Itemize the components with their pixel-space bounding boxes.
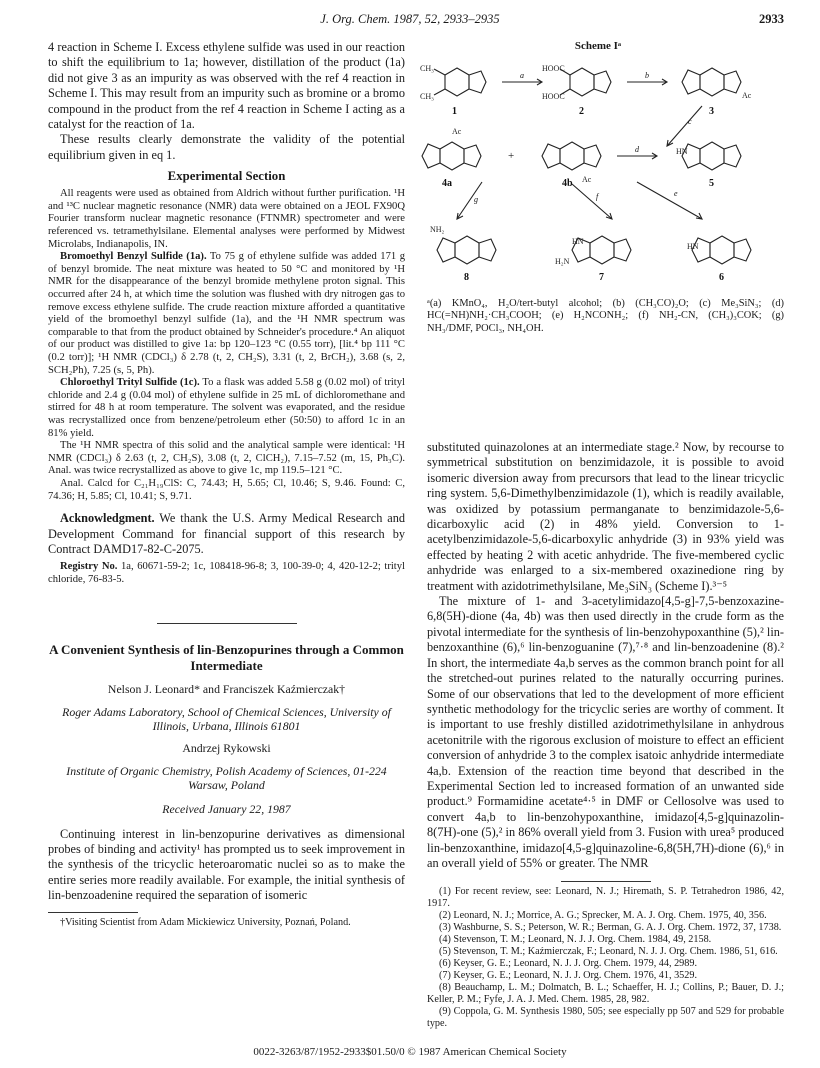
- article-title: A Convenient Synthesis of lin-Benzopurines through a Common Intermediate: [49, 641, 404, 673]
- paragraph: The mixture of 1- and 3-acetylimidazo[4,5-g]-7,5-benzoxazine-6,8(5H)-dione (4a, 4b) was then used directly in the crude form as the pivotal intermediate for the synthesis of lin-benzohypoxanthine (5),² lin-benzoxanthine (6),⁶ lin-benzoguanine (7),⁷·⁸ and lin-benzoadenine (8).² In short, the intermediate 4a,b serves as the common branch point for all the stretched-out purines related to the naturally occurring purines. Some of our observations that led to the development of more efficient synthetic methodology for the tricyclic series are worthy of comment. It is important to use freshly distilled azidotrimethylsilane in anhydrous acetonitrile with the rigorous exclusion of moisture to effect an efficient conversion of anhydride 3 to the complex isatoic anhydride intermediate 4a,b. Extension of the reaction time beyond that described in the Experimental Section led to increased formation of an unwanted side product.⁹ Formamidine acetate⁴·⁵ in DMF or Cellosolve was used to convert 4a,b to lin-benzohypoxanthine, imidazo[4,5-g]quinazolin-8(7H)-one (5),² in 86% overall yield from 3. Fusion with urea⁵ produced lin-benzoxanthine, imidazo[4,5-g]quinazoline-6,8(5H,7H)-dione (6),⁶ in an overall yield of 55% or greater. The NMR: [427, 594, 784, 870]
- reference: (6) Keyser, G. E.; Leonard, N. J. J. Org. Chem. 1979, 44, 2989.: [439, 958, 698, 970]
- compound-label: 4a: [442, 178, 452, 189]
- page-number: 2933: [759, 12, 784, 26]
- affiliation: Roger Adams Laboratory, School of Chemical Sciences, University of Illinois, Urbana, Illinois 61801: [62, 704, 391, 733]
- reference: (9) Coppola, G. M. Synthesis 1980, 505; see especially pp 507 and 529 for probable type.: [427, 1006, 784, 1030]
- substituent-label: CH₃: [420, 64, 434, 73]
- acknowledgment-text: We thank the U.S. Army Medical Research and Development Command for financial support of this research by Contract DAMD17-82-C-2075.: [48, 511, 405, 556]
- reaction-arrow-label: e: [674, 189, 678, 198]
- compound-label: 4b: [562, 178, 573, 189]
- substituent-label: Ac: [452, 127, 462, 136]
- paragraph-text: To a flask was added 5.58 g (0.02 mol) of trityl chloride and 2.4 g (0.04 mol) of ethylene sulfide in 25 mL of dichloromethane and stirred for 48 h at room temperature. The solvent was evaporated, and the residue was recrystallized once from benzene/petroleum ether (50:50) to afford 1c in an 81% yield.: [48, 377, 405, 439]
- paragraph: Continuing interest in lin-benzopurine derivatives as dimensional probes of binding and activity¹ has prompted us to seek improvement in the synthesis of the tricyclic heteroaromatic nuclei so as to make the entire series more readily available. For example, the initial synthesis of lin-benzoadenine required the separation of isomeric: [48, 826, 405, 903]
- acknowledgment: [48, 511, 405, 557]
- left-column: [48, 40, 405, 929]
- reference: (8) Beauchamp, L. M.; Dolmatch, B. L.; Schaeffer, H. J.; Collins, P.; Bauer, D. J.; Keller, P. M.; Fyfe, J. A. J. Med. Chem. 1985, 28, 982.: [427, 982, 784, 1006]
- substituent-label: Ac: [582, 175, 592, 184]
- compound-heading: Bromoethyl Benzyl Sulfide (1a).: [60, 251, 207, 263]
- substituent-label: HN: [572, 237, 584, 246]
- acknowledgment-heading: Acknowledgment.: [60, 511, 155, 526]
- substituent-label: H₂N: [555, 257, 570, 266]
- compound-label: 3: [709, 106, 714, 117]
- right-column: [427, 440, 784, 1030]
- compound-label: 7: [599, 272, 604, 283]
- substituent-label: HN: [687, 242, 699, 251]
- paragraph: 4 reaction in Scheme I. Excess ethylene sulfide was used in our reaction to shift the equilibrium to 1a; however, distillation of the product (1a) did not give 3 as an impurity as was observed with the ref 4 reaction in Scheme I. This may result from an impurity such as bromine or a bromo compound in the product from the ref 4 reaction in Scheme I acting as a catalyst for the reaction of 1a.: [48, 40, 405, 132]
- reaction-scheme-drawing: [412, 54, 784, 304]
- substituent-label: Ac: [742, 91, 752, 100]
- registry-text: 1a, 60671-59-2; 1c, 108418-96-8; 3, 100-39-0; 4, 420-12-2; trityl chloride, 76-83-5.: [48, 561, 405, 585]
- running-header: [0, 12, 820, 28]
- reaction-arrow-label: d: [635, 145, 639, 154]
- substituent-label: HOOC: [542, 64, 565, 73]
- reaction-arrow-label: f: [596, 192, 599, 201]
- paragraph: Anal. Calcd for C₂₁H₁₉ClS: C, 74.43; H, 5.65; Cl, 10.46; S, 9.46. Found: C, 74.36; H, 5.85; Cl, 10.41; S, 9.71.: [48, 477, 405, 502]
- journal-citation: J. Org. Chem. 1987, 52, 2933–2935: [320, 12, 500, 26]
- footnote-rule: [561, 881, 651, 882]
- compound-heading: Chloroethyl Trityl Sulfide (1c).: [60, 377, 200, 389]
- reference: (4) Stevenson, T. M.; Leonard, N. J. J. Org. Chem. 1984, 49, 2158.: [439, 934, 712, 946]
- authors: Nelson J. Leonard* and Franciszek Kaźmierczak†: [107, 681, 346, 696]
- reaction-arrow-label: c: [688, 117, 692, 126]
- author: Andrzej Rykowski: [182, 740, 271, 755]
- reference: (2) Leonard, N. J.; Morrice, A. G.; Sprecker, M. A. J. Org. Chem. 1975, 40, 356.: [439, 910, 767, 922]
- compound-label: 8: [464, 272, 469, 283]
- paragraph: [48, 377, 405, 440]
- registry-heading: Registry No.: [60, 561, 118, 573]
- compound-label: 1: [452, 106, 457, 117]
- reaction-arrow-label: b: [645, 71, 649, 80]
- benzene-ring: [445, 68, 469, 96]
- compound-label: 5: [709, 178, 714, 189]
- paragraph: All reagents were used as obtained from Aldrich without further purification. ¹H and ¹³C nuclear magnetic resonance (NMR) data were obtained on a JEOL FX90Q Fourier transform nuclear magnetic resonance (FTNMR) spectrometer and were referenced vs. tetramethylsilane. Elemental analyses were performed by Midwest Microlabs, Indianapolis, IN.: [48, 188, 405, 250]
- reference: (7) Keyser, G. E.; Leonard, N. J. J. Org. Chem. 1976, 41, 3529.: [439, 970, 698, 982]
- page-footer: 0022-3263/87/1952-2933$01.50/0 © 1987 American Chemical Society: [253, 1046, 567, 1058]
- substituent-label: HOOC: [542, 92, 565, 101]
- reaction-arrow-label: a: [520, 71, 524, 80]
- reference: (5) Stevenson, T. M.; Kaźmierczak, F.; Leonard, N. J. J. Org. Chem. 1986, 51, 616.: [439, 946, 778, 958]
- paragraph: The ¹H NMR spectra of this solid and the analytical sample were identical: ¹H NMR (CDCl₃) δ 2.63 (t, 2, CH₂S), 3.08 (t, 2, ClCH₂), 7.15–7.52 (m, 15, Ph₃C). Anal. was twice recrystallized as above to give 1c, mp 119.5–121 °C.: [48, 440, 405, 477]
- substituent-label: HN: [676, 147, 688, 156]
- footnote: †Visiting Scientist from Adam Mickiewicz University, Poznań, Poland.: [60, 916, 351, 928]
- substituent-label: NH₂: [430, 225, 445, 234]
- received-date: Received January 22, 1987: [162, 801, 291, 816]
- footnote-rule: [48, 912, 138, 913]
- reference: (1) For recent review, see: Leonard, N. J.; Hiremath, S. P. Tetrahedron 1986, 42, 1917.: [427, 886, 784, 910]
- paragraph: substituted quinazolones at an intermediate stage.² Now, by recourse to symmetrical substitution on benzimidazole, it is possible to avoid isomeric diversion away from precursors that lead to the linear tricyclic ring system. 5,6-Dimethylbenzimidazole (1), which is readily available, was oxidized by potassium permanganate to benzimidazole-5,6-dicarboxylic acid (2) in 48% yield. Conversion to 1-acetylbenzimidazole-5,6-dicarboxylic anhydride (3) in 93% yield was effected by heating 2 with acetic anhydride. The five-membered cyclic anhydride was enlarged to a six-membered oxazinedione ring by treatment with azidotrimethylsilane, Me₃SiN₃ (Scheme I).³⁻⁵: [427, 440, 784, 593]
- compound-label: 6: [719, 272, 724, 283]
- paragraph-text: To 75 g of ethylene sulfide was added 171 g of benzyl bromide. The neat mixture was heated to 50 °C and monitored by ¹H NMR for the disappearance of the benzyl bromide methylene proton signal. This occurred after 24 h, at which time the solution was flushed with dry nitrogen gas to remove excess ethylene sulfide. The crude reaction mixture afforded a quantitative yield of the bromoethyl benzyl sulfide (1a), and the ¹H NMR spectrum was comparable to that from the product obtained by Schneider's procedure.⁴ An aliquot of our product was distilled to give 1a: bp 120–123 °C (0.55 torr), [lit.⁴ bp 111 °C (0.2 torr)]; ¹H NMR (CDCl₃) δ 2.78 (t, 2, CH₂S), 3.31 (t, 2, BrCH₂), 3.68 (s, 2, SCH₂Ph), 7.25 (s, 5, Ph).: [48, 251, 405, 376]
- references: [427, 886, 784, 1030]
- scheme-title: Scheme Iᵃ: [574, 40, 622, 52]
- paragraph: [48, 251, 405, 377]
- scheme-figure: [412, 40, 784, 330]
- paragraph: These results clearly demonstrate the validity of the potential equilibrium given in eq 1.: [48, 132, 405, 162]
- affiliation: Institute of Organic Chemistry, Polish Academy of Sciences, 01-224 Warsaw, Poland: [66, 763, 387, 792]
- compound-label: 2: [579, 106, 584, 117]
- imidazole-ring: [469, 71, 486, 93]
- section-heading: Experimental Section: [167, 169, 286, 184]
- registry: [48, 561, 405, 586]
- substituent-label: CH₃: [420, 92, 434, 101]
- divider: [157, 623, 297, 624]
- scheme-caption: ᵃ(a) KMnO₄, H₂O/tert-butyl alcohol; (b) (CH₃CO)₂O; (c) Me₃SiN₃; (d) HC(=NH)NH₂·CH₃COOH; (e) H₂NCONH₂; (f) NH₂-CN, (CH₃)₃COK; (g) NH₃/DMF, POCl₃, NH₄OH.: [427, 298, 784, 334]
- plus-sign: +: [508, 150, 515, 162]
- reaction-arrow-label: g: [474, 195, 478, 204]
- reference: (3) Washburne, S. S.; Peterson, W. R.; Berman, G. A. J. Org. Chem. 1972, 37, 1738.: [439, 922, 782, 934]
